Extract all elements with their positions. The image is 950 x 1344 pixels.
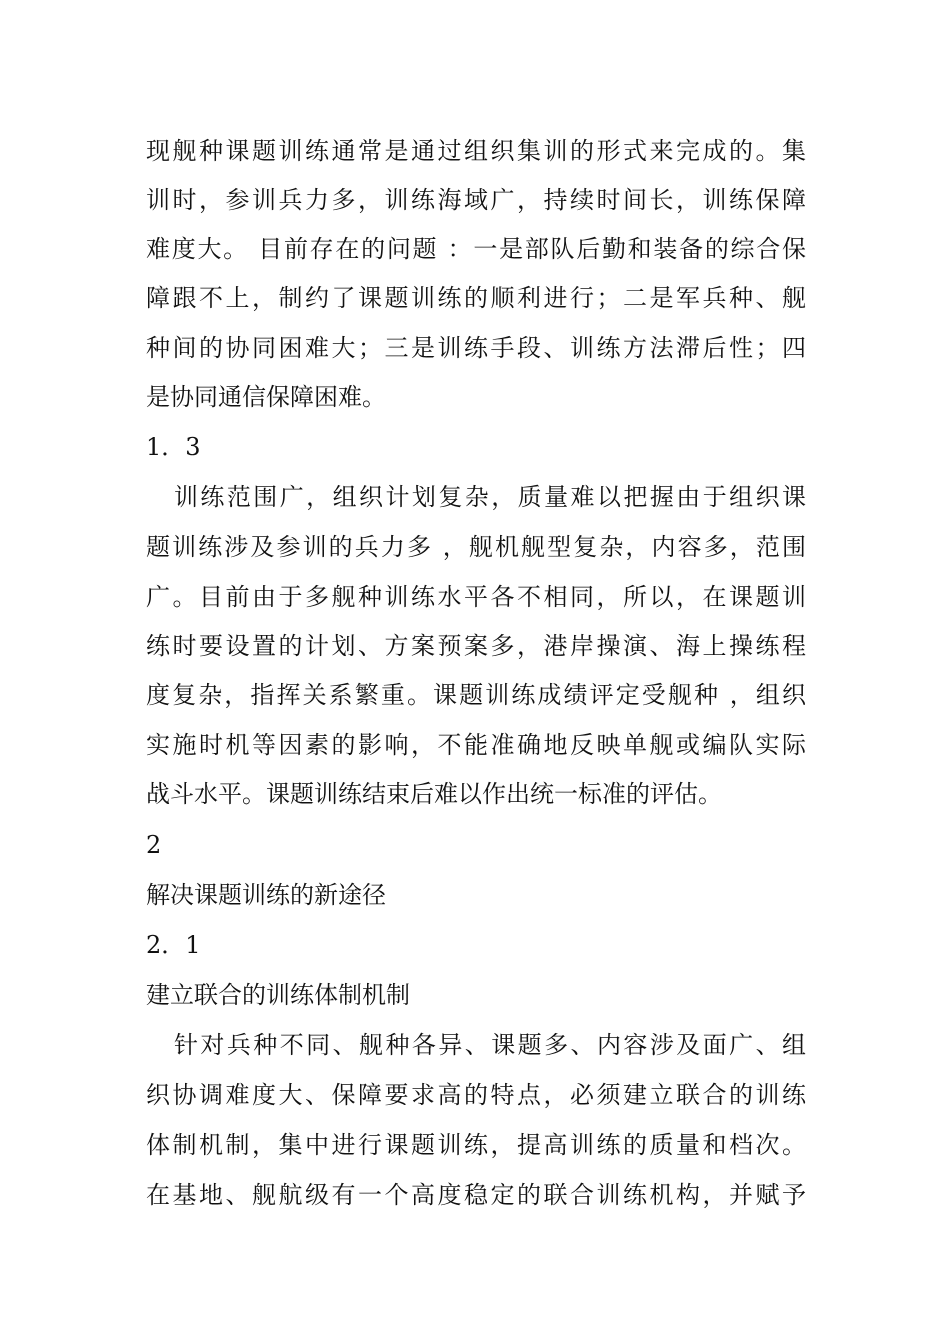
section-number-2: 2 <box>146 831 162 859</box>
section-number-1-3: 1．3 <box>146 433 201 461</box>
paragraph-3-line-1: 针对兵种不同、舰种各异、课题多、内容涉及面广、组 <box>174 1031 806 1059</box>
paragraph-2-line-7: 战斗水平。课题训练结束后难以作出统一标准的评估。 <box>146 780 722 808</box>
paragraph-1-line-4: 障跟不上，制约了课题训练的顺利进行；二是军兵种、舰 <box>146 284 806 312</box>
paragraph-1-line-2: 训时，参训兵力多，训练海域广，持续时间长，训练保障 <box>146 186 806 214</box>
paragraph-2-line-1: 训练范围广，组织计划复杂，质量难以把握由于组织课 <box>174 483 806 511</box>
paragraph-3-line-3: 体制机制，集中进行课题训练，提高训练的质量和档次。 <box>146 1131 806 1159</box>
section-title-2: 解决课题训练的新途径 <box>146 881 386 909</box>
paragraph-3-line-4: 在基地、舰航级有一个高度稳定的联合训练机构，并赋予 <box>146 1181 806 1209</box>
paragraph-1-line-1: 现舰种课题训练通常是通过组织集训的形式来完成的。集 <box>146 137 806 165</box>
section-number-2-1: 2．1 <box>146 931 201 959</box>
paragraph-2-line-6: 实施时机等因素的影响，不能准确地反映单舰或编队实际 <box>146 731 806 759</box>
paragraph-2-line-4: 练时要设置的计划、方案预案多，港岸操演、海上操练程 <box>146 632 806 660</box>
paragraph-2-line-3: 广。目前由于多舰种训练水平各不相同，所以，在课题训 <box>146 583 806 611</box>
section-title-2-1: 建立联合的训练体制机制 <box>146 981 410 1009</box>
paragraph-2-line-5: 度复杂，指挥关系繁重。课题训练成绩评定受舰种 ，组织 <box>146 681 806 709</box>
paragraph-1-line-5: 种间的协同困难大；三是训练手段、训练方法滞后性；四 <box>146 334 806 362</box>
paragraph-1-line-3: 难度大。 目前存在的问题 ：一是部队后勤和装备的综合保 <box>146 235 806 263</box>
paragraph-2-line-2: 题训练涉及参训的兵力多 ，舰机舰型复杂，内容多，范围 <box>146 533 806 561</box>
paragraph-3-line-2: 织协调难度大、保障要求高的特点，必须建立联合的训练 <box>146 1081 806 1109</box>
paragraph-1-line-6: 是协同通信保障困难。 <box>146 383 386 411</box>
